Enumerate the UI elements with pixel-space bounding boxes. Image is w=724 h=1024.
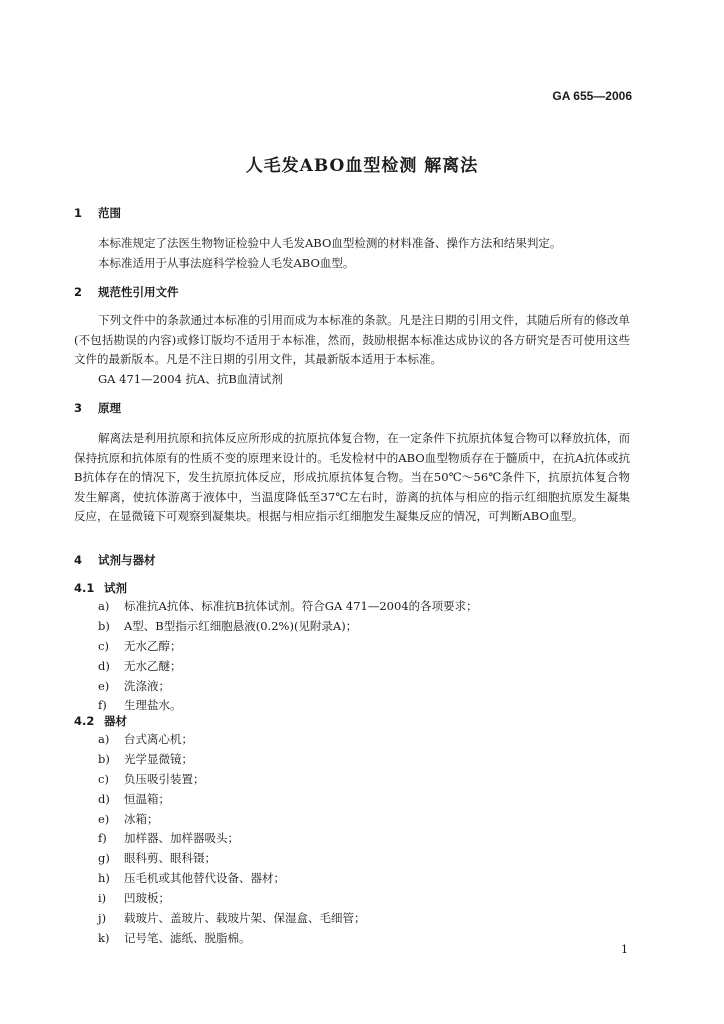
item-text: 恒温箱； <box>124 791 170 806</box>
section-title: 试剂与器材 <box>98 553 156 567</box>
section-number: 4 <box>74 553 83 567</box>
item-text: 凹玻板； <box>124 891 170 906</box>
item-label: k) <box>98 930 110 945</box>
item-text: 压毛机或其他替代设备、器材； <box>124 871 285 886</box>
item-label: d) <box>98 791 110 806</box>
section-number: 3 <box>74 401 83 415</box>
reagent-list <box>98 597 478 716</box>
list-item <box>98 637 478 657</box>
item-label: c) <box>98 771 109 786</box>
list-item <box>98 730 366 750</box>
item-text: 标准抗A抗体、标准抗B抗体试剂。符合GA 471—2004的各项要求； <box>124 599 478 613</box>
equipment-list <box>98 730 366 949</box>
item-label: f) <box>98 831 107 846</box>
document-title: 人毛发ABO血型检测 解离法 <box>245 156 479 176</box>
list-item <box>98 869 366 889</box>
item-label: e) <box>98 811 110 826</box>
item-label: a) <box>98 599 110 613</box>
subsection-heading-reagents <box>74 580 127 596</box>
item-text: 冰箱； <box>124 811 159 826</box>
paragraph: 本标准规定了法医生物物证检验中人毛发ABO血型检测的材料准备、操作方法和结果判定。 <box>98 236 562 250</box>
item-text: A型、B型指示红细胞悬液(0.2%)(见附录A)； <box>124 618 358 633</box>
paragraph: 解离法是利用抗原和抗体反应所形成的抗原抗体复合物，在一定条件下抗原抗体复合物可以释放抗体，而保持抗原和抗体原有的性质不变的原理来设计的。毛发检材中的ABO血型物质存在于髓质中，在抗A抗体或抗B抗体存在的情况下，发生抗原抗体反应，形成抗原抗体复合物。当在50℃～56℃条件下，抗原抗体复合物发生解离，使抗体游离于液体中，当温度降低至37℃左右时，游离的抗体与相应的指示红细胞抗原发生凝集反应，在显微镜下可观察到凝集块。根据与相应指示红细胞发生凝集反应的情况，可判断ABO血型。 <box>74 431 630 523</box>
item-text: 台式离心机； <box>124 732 193 746</box>
list-item <box>98 829 366 849</box>
list-item <box>98 770 366 790</box>
item-text: 负压吸引装置； <box>124 771 205 786</box>
section-title: 规范性引用文件 <box>98 285 179 299</box>
list-item <box>98 790 366 810</box>
item-label: j) <box>98 911 107 926</box>
section-number: 2 <box>74 285 83 299</box>
item-label: h) <box>98 871 110 886</box>
subsection-title: 器材 <box>104 714 127 728</box>
section-title: 原理 <box>98 401 121 415</box>
item-label: c) <box>98 638 109 653</box>
item-label: d) <box>98 658 110 673</box>
item-label: b) <box>98 618 110 633</box>
list-item <box>98 677 478 697</box>
item-text: 无水乙醇； <box>124 638 182 653</box>
item-text: 载玻片、盖玻片、载玻片架、保湿盒、毛细管； <box>124 911 366 926</box>
section-heading-materials <box>74 552 156 568</box>
list-item <box>98 810 366 830</box>
section-heading-scope <box>74 205 121 221</box>
paragraph: 下列文件中的条款通过本标准的引用而成为本标准的条款。凡是注日期的引用文件，其随后所有的修改单(不包括勘误的内容)或修订版均不适用于本标准，然而，鼓励根据本标准达成协议的各方研究是否可使用这些文件的最新版本。凡是不注日期的引用文件，其最新版本适用于本标准。 <box>74 313 630 366</box>
item-text: 生理盐水。 <box>124 698 182 713</box>
list-item <box>98 929 366 949</box>
section-number: 1 <box>74 206 83 220</box>
item-label: i) <box>98 891 107 906</box>
section-title: 范围 <box>98 206 121 220</box>
item-label: e) <box>98 678 110 693</box>
item-label: b) <box>98 751 110 766</box>
paragraph: 本标准适用于从事法庭科学检验人毛发ABO血型。 <box>98 256 355 270</box>
subsection-heading-equipment <box>74 713 127 729</box>
list-item <box>98 657 478 677</box>
item-text: 眼科剪、眼科镊； <box>124 851 216 866</box>
subsection-title: 试剂 <box>104 581 127 595</box>
list-item <box>98 750 366 770</box>
item-text: 加样器、加样器吸头； <box>124 831 239 846</box>
subsection-number: 4.1 <box>74 581 95 595</box>
item-label: g) <box>98 851 110 866</box>
item-label: a) <box>98 732 110 746</box>
page-number: 1 <box>621 943 628 956</box>
section-heading-references <box>74 284 179 300</box>
item-label: f) <box>98 698 107 713</box>
list-item <box>98 849 366 869</box>
standard-code: GA 655—2006 <box>552 89 632 103</box>
list-item <box>98 696 478 716</box>
list-item <box>98 597 478 617</box>
item-text: 洗涤液； <box>124 678 170 693</box>
list-item <box>98 909 366 929</box>
section-heading-principle <box>74 400 121 416</box>
list-item <box>98 889 366 909</box>
subsection-number: 4.2 <box>74 714 95 728</box>
item-text: 记号笔、滤纸、脱脂棉。 <box>124 930 251 945</box>
list-item <box>98 617 478 637</box>
item-text: 光学显微镜； <box>124 751 193 766</box>
citation: GA 471—2004 抗A、抗B血清试剂 <box>98 372 283 386</box>
item-text: 无水乙醚； <box>124 658 182 673</box>
